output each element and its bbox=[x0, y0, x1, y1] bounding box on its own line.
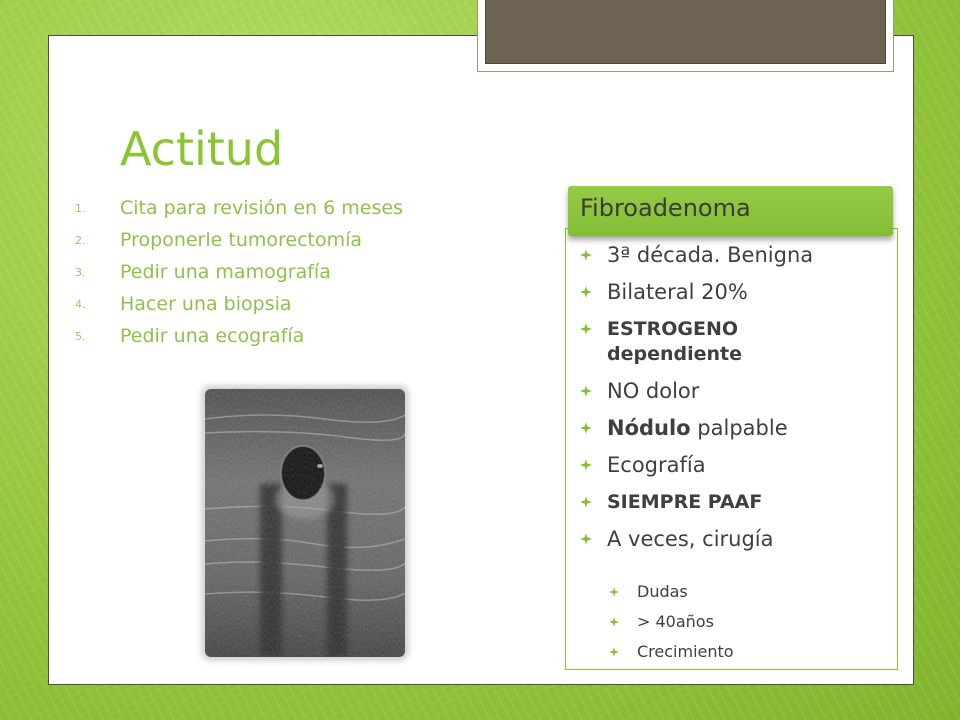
list-item-bold: SIEMPRE PAAF bbox=[607, 491, 763, 513]
list-item bbox=[580, 280, 813, 305]
bullet-icon bbox=[580, 496, 592, 508]
ultrasound-image bbox=[205, 389, 405, 657]
bullet-icon bbox=[609, 587, 619, 597]
list-item-bold: ESTROGENO dependiente bbox=[607, 318, 742, 365]
fibroadenoma-header bbox=[568, 186, 893, 236]
list-item bbox=[580, 243, 813, 268]
ultrasound-graphic bbox=[205, 389, 405, 657]
bullet-icon bbox=[580, 533, 592, 545]
bullet-icon bbox=[609, 617, 619, 627]
list-item-text: Bilateral 20% bbox=[607, 280, 748, 304]
bullet-icon bbox=[609, 647, 619, 657]
sub-item-text: > 40años bbox=[637, 612, 714, 631]
fibroadenoma-header-text: Fibroadenoma bbox=[580, 194, 751, 222]
slide-title: Actitud bbox=[120, 122, 284, 176]
list-item bbox=[580, 453, 813, 478]
list-item-text: Ecografía bbox=[607, 453, 706, 477]
list-item-text: NO dolor bbox=[607, 379, 700, 403]
fibroadenoma-list bbox=[580, 243, 813, 552]
option-number: 3. bbox=[75, 266, 86, 279]
bullet-icon bbox=[580, 249, 592, 261]
sub-item-text: Crecimiento bbox=[637, 642, 734, 661]
list-item bbox=[580, 527, 813, 552]
option-number: 5. bbox=[75, 330, 86, 343]
option-text: Hacer una biopsia bbox=[120, 293, 292, 315]
list-item bbox=[580, 379, 813, 404]
list-item bbox=[580, 490, 813, 515]
list-item bbox=[580, 416, 813, 441]
option-text: Cita para revisión en 6 meses bbox=[120, 197, 403, 219]
option-number: 4. bbox=[75, 298, 86, 311]
bullet-icon bbox=[580, 385, 592, 397]
list-item-rest: palpable bbox=[690, 416, 788, 440]
list-item bbox=[580, 317, 813, 367]
option-text: Proponerle tumorectomía bbox=[120, 229, 363, 251]
option-number: 1. bbox=[75, 202, 86, 215]
bullet-icon bbox=[580, 422, 592, 434]
option-text: Pedir una mamografía bbox=[120, 261, 331, 283]
list-item-text: 3ª década. Benigna bbox=[607, 243, 814, 267]
list-item-text: A veces, cirugía bbox=[607, 527, 774, 551]
list-item-bold: Nódulo bbox=[607, 416, 691, 440]
list-item-text bbox=[607, 416, 813, 441]
bullet-icon bbox=[580, 459, 592, 471]
sub-item-text: Dudas bbox=[637, 582, 688, 601]
option-text: Pedir una ecografía bbox=[120, 325, 305, 347]
decorative-tab bbox=[485, 0, 886, 64]
option-number: 2. bbox=[75, 234, 86, 247]
bullet-icon bbox=[580, 323, 592, 335]
bullet-icon bbox=[580, 286, 592, 298]
